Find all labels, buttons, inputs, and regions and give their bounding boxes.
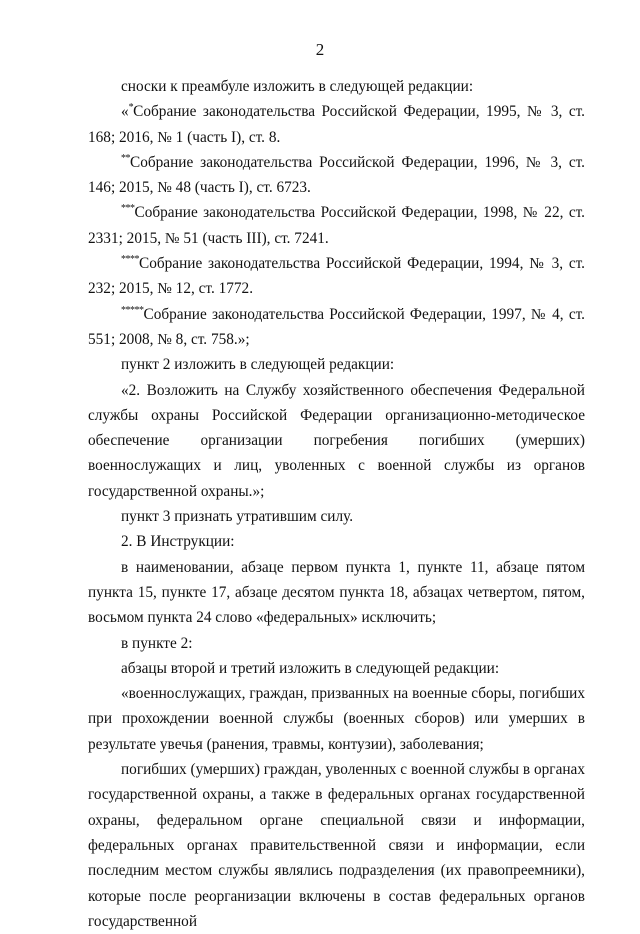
- paragraph-text: сноски к преамбуле изложить в следующей редакции:: [121, 78, 474, 95]
- paragraph-deceased-citizens: [88, 757, 585, 934]
- paragraph-text: в наименовании, абзаце первом пункта 1, пункте 11, абзаце пятом пункта 15, пункте 17, абзаце десятом пункта 18, абзацах четвертом, пятом, восьмом пункта 24 слово «федеральных» исключить;: [88, 558, 585, 627]
- paragraph-text: 2. В Инструкции:: [121, 533, 235, 551]
- footnote-marker: ***: [121, 203, 135, 215]
- footnote-marker: *: [128, 102, 134, 114]
- footnote-1997: [88, 302, 585, 353]
- paragraph-point-3: [88, 504, 585, 529]
- footnote-text: Собрание законодательства Российской Федерации, 1997, № 4, ст. 551; 2008, № 8, ст. 758.»;: [88, 305, 585, 348]
- footnote-1994: [88, 251, 585, 302]
- footnote-marker: ****: [121, 254, 139, 266]
- paragraph-in-point-2: [88, 631, 585, 656]
- paragraph-text: в пункте 2:: [121, 634, 193, 652]
- footnote-text: Собрание законодательства Российской Федерации, 1996, № 3, ст. 146; 2015, № 48 (часть I), ст. 6723.: [88, 153, 585, 197]
- paragraph-text: абзацы второй и третий изложить в следующей редакции:: [121, 659, 500, 677]
- paragraph-text: пункт 2 изложить в следующей редакции:: [121, 356, 395, 374]
- paragraph-text: погибших (умерших) граждан, уволенных с военной службы в органах государственной охраны, а также в федеральных органах государственной охраны, федеральном органе специальной связи и информации, федеральных органах правительственной связи и информации, если последним местом службы являлись подразделения (их правопреемники), которые после реорганизации включены в состав федеральных органов государственной: [88, 761, 585, 930]
- paragraph-naming-changes: [88, 555, 585, 631]
- paragraph-servicemen: [88, 681, 585, 757]
- footnote-text: Собрание законодательства Российской Федерации, 1994, № 3, ст. 232; 2015, № 12, ст. 1772.: [88, 255, 585, 298]
- opening-quote: «: [121, 103, 129, 121]
- paragraph-instruction-heading: [88, 529, 585, 554]
- paragraph-footnotes-intro: [88, 74, 585, 99]
- paragraph-text: «военнослужащих, граждан, призванных на военные сборы, погибших при прохождении военной службы (военных сборов) или умерших в результате увечья (ранения, травмы, контузии), заболевания;: [88, 685, 585, 753]
- footnote-1996: [88, 150, 585, 201]
- footnote-text: Собрание законодательства Российской Федерации, 1998, № 22, ст. 2331; 2015, № 51 (часть III), ст. 7241.: [88, 204, 585, 247]
- paragraph-abzatsy-intro: [88, 656, 585, 681]
- document-body: [88, 74, 585, 934]
- paragraph-text: пункт 3 признать утратившим силу.: [121, 508, 354, 526]
- page-number: 2: [315, 40, 325, 59]
- paragraph-point-2-text: [88, 378, 585, 504]
- paragraph-text: «2. Возложить на Службу хозяйственного обеспечения Федеральной службы охраны Российской Федерации организационно-методическое обеспечение организации погребения погибших (умерших) военнослужащих и лиц, уволенных с военной службы из органов государственной охраны.»;: [88, 381, 585, 500]
- footnote-marker: *****: [121, 304, 144, 316]
- footnote-1995: [88, 99, 585, 150]
- footnote-text: Собрание законодательства Российской Федерации, 1995, № 3, ст. 168; 2016, № 1 (часть I), ст. 8.: [88, 103, 585, 146]
- footnote-1998: [88, 200, 585, 251]
- footnote-marker: **: [121, 152, 130, 164]
- paragraph-point-2-intro: [88, 352, 585, 377]
